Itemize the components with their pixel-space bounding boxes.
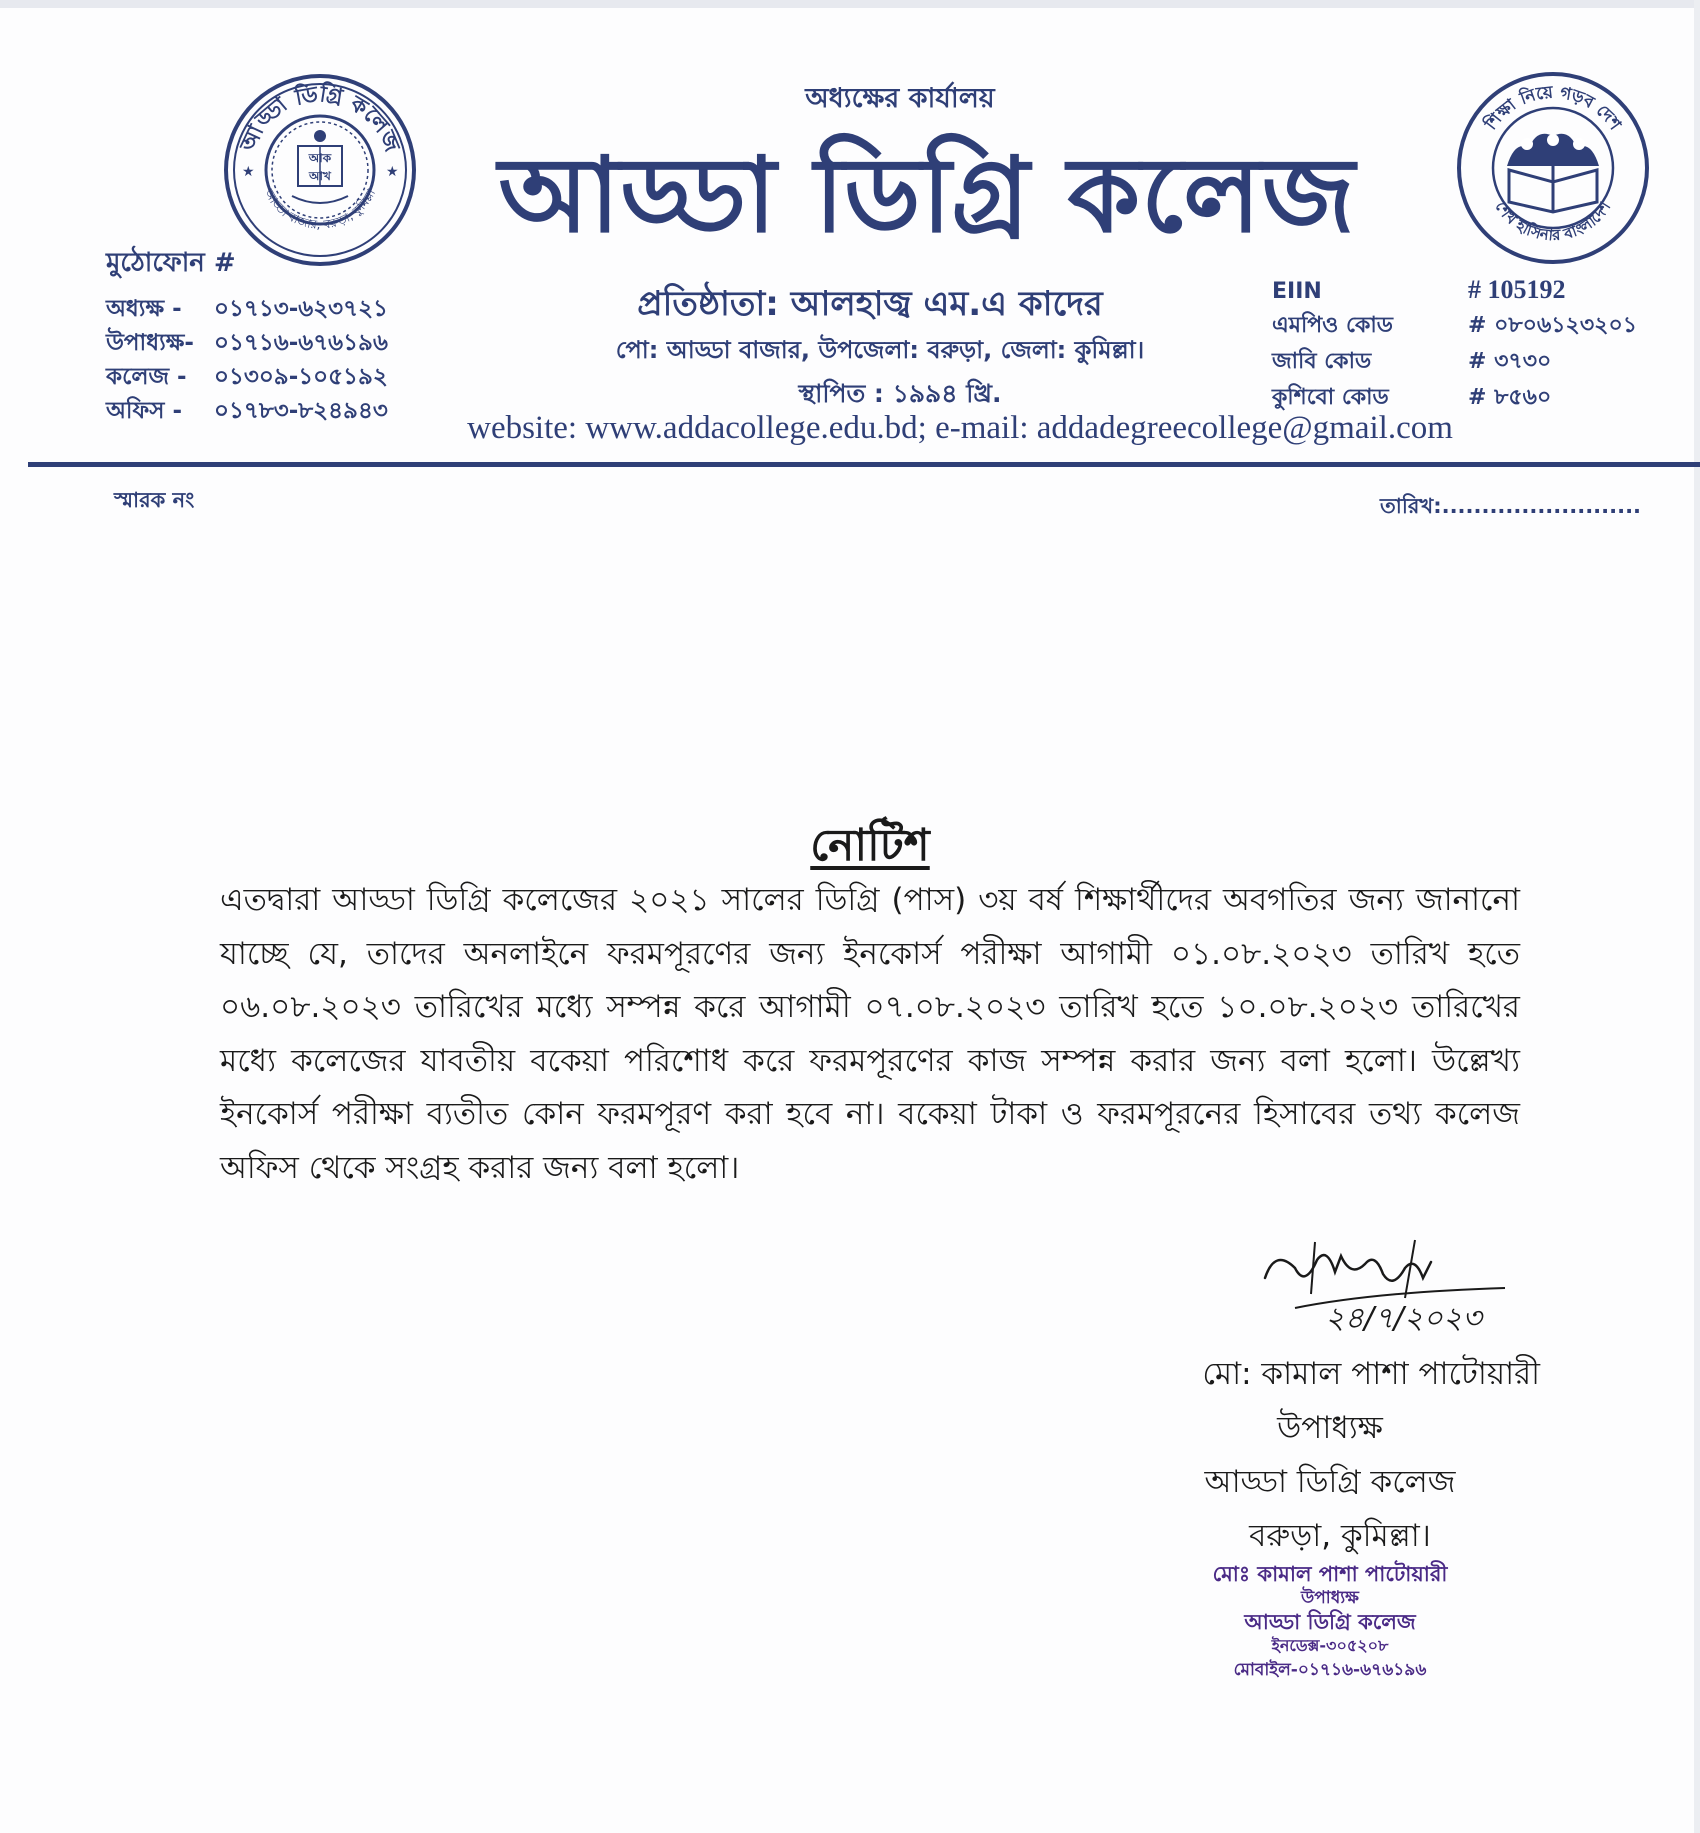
code-label: কুশিবো কোড xyxy=(1272,385,1389,410)
code-value: # ৩৭৩০ xyxy=(1468,349,1552,374)
svg-text:★: ★ xyxy=(242,164,255,180)
founder-line: প্রতিষ্ঠাতা: আলহাজ্ব এম.এ কাদের xyxy=(637,284,1103,324)
code-label: এমপিও কোড xyxy=(1272,313,1393,338)
notice-body: এতদ্বারা আড্ডা ডিগ্রি কলেজের ২০২১ সালের ডিগ্রি (পাস) ৩য় বর্ষ শিক্ষার্থীদের অবগতির জন্য জানানো যাচ্ছে যে, তাদের অনলাইনে ফরমপূরণের জন্য ইনকোর্স পরীক্ষা আগামী ০১.০৮.২০২৩ তারিখ হতে ০৬.০৮.২০২৩ তারিখের মধ্যে সম্পন্ন করে আগামী ০৭.০৮.২০২৩ তারিখ হতে ১০.০৮.২০২৩ তারিখের মধ্যে কলেজের যাবতীয় বকেয়া পরিশোধ করে ফরমপূরণের কাজ সম্পন্ন করার জন্য বলা হলো। উল্লেখ্য ইনকোর্স পরীক্ষা ব্যতীত কোন ফরমপূরণ করা হবে না। বকেয়া টাকা ও ফরমপূরনের হিসাবের তথ্য কলেজ অফিস থেকে সংগ্রহ করার জন্য বলা হলো। xyxy=(220,882,1520,1186)
stamp-name: মোঃ কামাল পাশা পাটোয়ারী xyxy=(1212,1562,1448,1586)
college-emblem-icon xyxy=(222,72,418,268)
svg-text:আড্ডা বাজার, বরুড়া, কুমিল্লা xyxy=(261,186,378,232)
right-seal-ring-text: শিক্ষা নিয়ে গড়ব দেশ xyxy=(1481,82,1625,134)
signatory-location: বরুড়া, কুমিল্লা। xyxy=(1249,1518,1431,1554)
signature-date: ২৪/৭/২০২৩ xyxy=(1325,1301,1482,1336)
phone-row xyxy=(106,326,426,360)
left-seal-bottom-text: আড্ডা বাজার, বরুড়া, কুমিল্লা xyxy=(261,186,379,232)
stamp-mobile: মোবাইল-০১৭১৬-৬৭৬১৯৬ xyxy=(1233,1660,1427,1680)
website-email-line: website: www.addacollege.edu.bd; e-mail: addadegreecollege@gmail.com xyxy=(467,410,1453,446)
slogan-seal-right xyxy=(1455,70,1651,266)
phone-number: ০১৭৮৩-৮২৪৯৪৩ xyxy=(214,398,388,424)
code-value: # ০৮০৬১২৩২০১ xyxy=(1468,313,1638,338)
phone-label: অধ্যক্ষ - xyxy=(106,296,182,322)
scan-edge-top xyxy=(0,0,1700,8)
notice-title: নোটিশ xyxy=(810,820,930,871)
code-row xyxy=(1272,272,1672,308)
left-seal-inner-text-1: আক xyxy=(308,151,332,165)
scan-edge-right xyxy=(1694,0,1700,1833)
phone-row xyxy=(106,394,426,428)
stamp-college: আড্ডা ডিগ্রি কলেজ xyxy=(1244,1610,1416,1634)
phone-block xyxy=(106,242,426,428)
right-seal-bottom-text: শেখ হাসিনার বাংলাদেশ xyxy=(1491,197,1615,245)
phone-number: ০১৩০৯-১০৫১৯২ xyxy=(214,364,388,390)
code-value: # 105192 xyxy=(1468,275,1566,304)
official-stamp xyxy=(1170,1562,1490,1682)
code-row xyxy=(1272,380,1672,416)
phone-title: মুঠোফোন # xyxy=(106,248,236,278)
phone-label: কলেজ - xyxy=(106,364,187,390)
signatory-college: আড্ডা ডিগ্রি কলেজ xyxy=(1204,1464,1456,1500)
codes-block xyxy=(1272,272,1672,416)
open-book-emblem-icon xyxy=(1455,70,1651,266)
phone-number: ০১৭১৬-৬৭৬১৯৬ xyxy=(214,330,388,356)
college-name: আড্ডা ডিগ্রি কলেজ xyxy=(498,134,1356,256)
signatory-name: মো: কামাল পাশা পাটোয়ারী xyxy=(1202,1356,1540,1392)
svg-text:★: ★ xyxy=(386,164,399,180)
signatory-title: উপাধ্যক্ষ xyxy=(1277,1410,1383,1446)
left-seal-inner-text-2: আখ xyxy=(309,169,331,183)
handwritten-signature xyxy=(1255,1238,1535,1338)
address-line: পো: আড্ডা বাজার, উপজেলা: বরুড়া, জেলা: কুমিল্লা। xyxy=(615,336,1145,364)
phone-row xyxy=(106,292,426,326)
left-seal-ring-text: আড্ডা ডিগ্রি কলেজ xyxy=(235,82,405,156)
date-field: তারিখ:......................... xyxy=(1380,494,1642,518)
code-row xyxy=(1272,308,1672,344)
phone-number: ০১৭১৩-৬২৩৭২১ xyxy=(214,296,388,322)
established-line: স্থাপিত : ১৯৯৪ খ্রি. xyxy=(798,379,1002,408)
office-label: অধ্যক্ষের কার্যালয় xyxy=(805,83,995,114)
code-value: # ৮৫৬০ xyxy=(1468,385,1552,410)
code-label: EIIN xyxy=(1272,279,1322,304)
code-row xyxy=(1272,344,1672,380)
college-seal-left xyxy=(222,72,418,268)
stamp-title: উপাধ্যক্ষ xyxy=(1301,1588,1359,1608)
code-label: জাবি কোড xyxy=(1272,349,1372,374)
phone-row xyxy=(106,360,426,394)
memo-number-label: স্মারক নং xyxy=(114,488,195,512)
letterhead-divider xyxy=(28,462,1700,467)
stamp-index: ইনডেক্স-৩০৫২০৮ xyxy=(1271,1636,1389,1655)
phone-label: অফিস - xyxy=(106,398,183,424)
phone-label: উপাধ্যক্ষ- xyxy=(106,330,194,356)
